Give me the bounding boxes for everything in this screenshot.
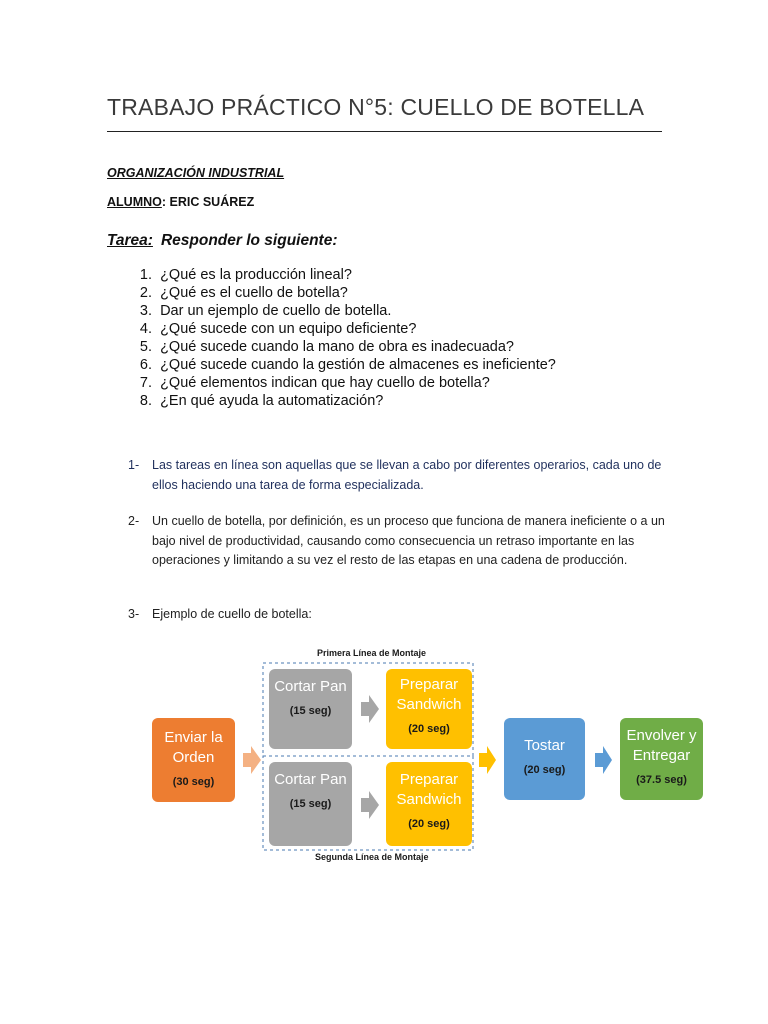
node-label [164, 728, 222, 768]
document-title: TRABAJO PRÁCTICO N°5: CUELLO DE BOTELLA [107, 94, 645, 120]
node-label [626, 726, 696, 766]
question-number: 1. [139, 267, 152, 283]
bottleneck-diagram [140, 642, 720, 872]
question-text: ¿Qué sucede cuando la mano de obra es inadecuada? [160, 339, 514, 355]
question-item [128, 284, 556, 302]
question-number: 6. [139, 357, 152, 373]
question-text: ¿Qué elementos indican que hay cuello de botella? [160, 375, 490, 391]
node-label-line: Orden [172, 749, 215, 766]
question-text: ¿Qué sucede con un equipo deficiente? [160, 321, 417, 337]
question-number: 7. [139, 375, 152, 391]
node-label-line: Enviar la [164, 729, 223, 746]
node-label [396, 675, 461, 715]
node-time: (37.5 seg) [636, 774, 687, 786]
student-name: : ERIC SUÁREZ [161, 195, 255, 209]
question-text: ¿En qué ayuda la automatización? [160, 393, 384, 409]
answer-1 [128, 456, 668, 495]
node-tostar [504, 718, 585, 800]
question-text: ¿Qué es el cuello de botella? [160, 285, 348, 301]
node-label [396, 770, 461, 810]
title-divider [107, 131, 662, 132]
question-item [128, 320, 556, 338]
question-text: Dar un ejemplo de cuello de botella. [160, 303, 392, 319]
answer-number: 3- [128, 607, 140, 621]
node-label-line: Sandwich [396, 696, 462, 713]
node-cortar-pan-2 [269, 762, 352, 846]
node-time: (15 seg) [289, 798, 332, 810]
task-heading [107, 232, 338, 250]
question-item [128, 338, 556, 356]
question-number: 5. [139, 339, 152, 355]
question-number: 8. [139, 393, 152, 409]
node-time: (15 seg) [289, 705, 332, 717]
question-list [128, 266, 556, 410]
first-line-caption: Primera Línea de Montaje [317, 648, 427, 658]
answer-text: Ejemplo de cuello de botella: [152, 607, 312, 621]
task-text: Responder lo siguiente: [160, 232, 338, 249]
arrow-right-icon [361, 695, 379, 723]
node-time: (30 seg) [172, 776, 215, 788]
second-line-caption: Segunda Línea de Montaje [315, 852, 429, 862]
question-item [128, 356, 556, 374]
node-label: Cortar Pan [274, 678, 347, 695]
question-text: ¿Qué es la producción lineal? [160, 267, 352, 283]
answer-text: Un cuello de botella, por definición, es un proceso que funciona de manera ineficiente o a un bajo nivel de productividad, causando como consecuencia un retraso importante en las operaciones y limitando a su vez el resto de las etapas en una cadena de producción. [152, 514, 665, 567]
arrow-right-icon [361, 791, 379, 819]
student-line [107, 195, 254, 209]
arrow-right-icon [243, 746, 261, 774]
arrow-right-icon [595, 746, 612, 774]
node-preparar-sandwich-2 [386, 762, 472, 846]
question-item [128, 374, 556, 392]
node-label: Tostar [524, 737, 565, 754]
node-label-line: Sandwich [396, 791, 462, 808]
question-item [128, 392, 556, 410]
node-label: Cortar Pan [274, 771, 347, 788]
subject-heading: ORGANIZACIÓN INDUSTRIAL [107, 166, 285, 180]
node-time: (20 seg) [408, 723, 450, 735]
answer-3 [128, 605, 668, 625]
student-label: ALUMNO [107, 195, 162, 209]
node-label-line: Preparar [399, 676, 459, 693]
node-label-line: Envolver y [626, 727, 697, 744]
node-time: (20 seg) [523, 764, 566, 776]
answer-number: 2- [128, 514, 140, 528]
question-text: ¿Qué sucede cuando la gestión de almacenes es ineficiente? [160, 357, 556, 373]
node-time: (20 seg) [408, 818, 450, 830]
answer-text: Las tareas en línea son aquellas que se llevan a cabo por diferentes operarios, cada uno de ellos haciendo una tarea de forma especializada. [152, 458, 662, 492]
question-item [128, 266, 556, 284]
answer-number: 1- [128, 458, 140, 472]
node-cortar-pan-1 [269, 669, 352, 749]
question-number: 4. [139, 321, 152, 337]
node-label-line: Entregar [632, 747, 691, 764]
node-enviar-orden [152, 718, 235, 802]
question-number: 3. [139, 303, 152, 319]
node-label-line: Preparar [399, 771, 459, 788]
answer-2 [128, 512, 668, 571]
node-preparar-sandwich-1 [386, 669, 472, 749]
task-label: Tarea: [107, 232, 153, 249]
question-item [128, 302, 556, 320]
node-envolver-entregar [620, 718, 703, 800]
question-number: 2. [139, 285, 152, 301]
arrow-right-icon [479, 746, 496, 774]
